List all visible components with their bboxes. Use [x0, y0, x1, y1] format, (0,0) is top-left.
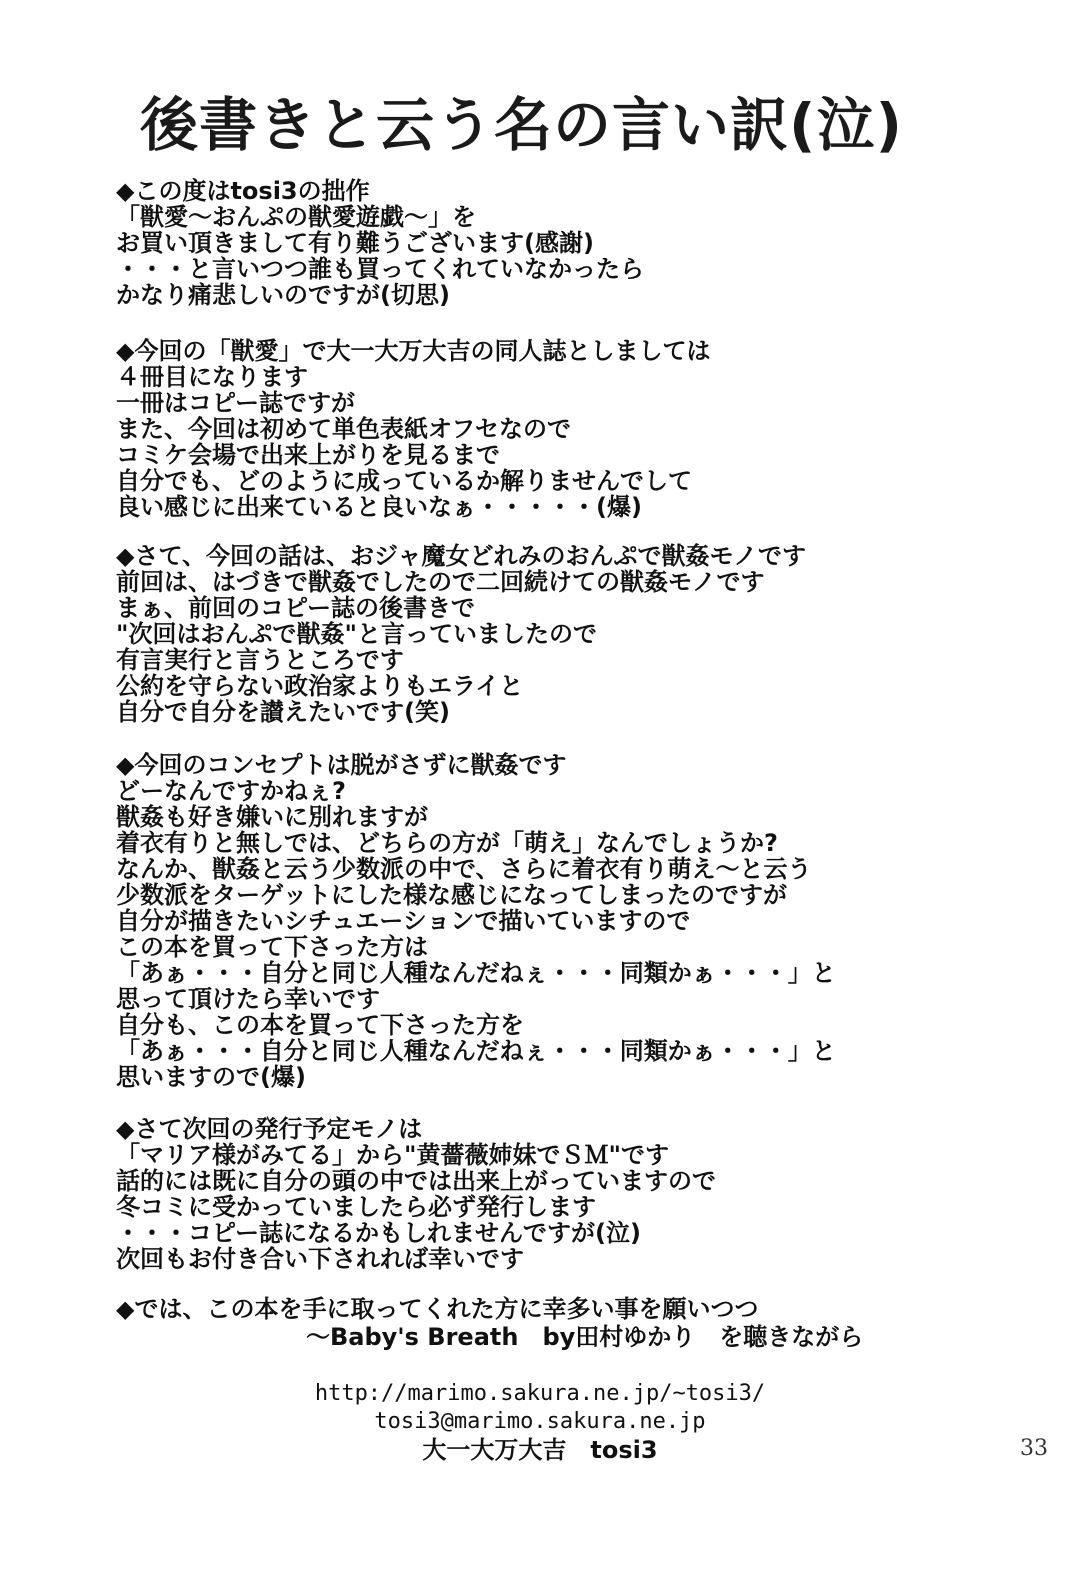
paragraph-line: ◆今回の「獣愛」で大一大万大吉の同人誌としましては	[116, 337, 711, 365]
paragraph-line: 自分でも、どのように成っているか解りませんでして	[116, 467, 692, 495]
paragraph-line: ４冊目になります	[116, 363, 308, 391]
paragraph-line: 着衣有りと無しでは、どちらの方が「萌え」なんでしょうか?	[116, 829, 778, 857]
paragraph-line: 良い感じに出来ていると良いなぁ・・・・・(爆)	[116, 493, 642, 521]
paragraph-line: ◆さて次回の発行予定モノは	[116, 1115, 423, 1143]
paragraph-line: ◆では、この本を手に取ってくれた方に幸多い事を願いつつ	[116, 1295, 759, 1323]
footer	[0, 1380, 1080, 1464]
paragraph-line: お買い頂きまして有り難うございます(感謝)	[116, 229, 594, 257]
paragraph-line: まぁ、前回のコピー誌の後書きで	[116, 594, 476, 622]
paragraph-line: ◆今回のコンセプトは脱がさずに獣姦です	[116, 751, 567, 779]
paragraph-line: この本を買って下さった方は	[116, 933, 428, 961]
afterword-paragraph	[116, 178, 976, 308]
afterword-paragraph	[116, 752, 976, 1090]
paragraph-line: 冬コミに受かっていましたら必ず発行します	[116, 1193, 596, 1221]
paragraph-line: ◆さて、今回の話は、おジャ魔女どれみのおんぷで獣姦モノです	[116, 542, 806, 570]
afterword-paragraph	[116, 1116, 976, 1272]
paragraph-line: 少数派をターゲットにした様な感じになってしまったのですが	[116, 881, 788, 909]
footer-url: http://marimo.sakura.ne.jp/~tosi3/	[314, 1381, 766, 1406]
paragraph-line: ・・・コピー誌になるかもしれませんですが(泣)	[116, 1219, 641, 1247]
page-title: 後書きと云う名の言い訳(泣)	[140, 91, 904, 159]
paragraph-line: 思って頂けたら幸いです	[116, 985, 380, 1013]
paragraph-line: 一冊はコピー誌ですが	[116, 389, 356, 417]
paragraph-line: 自分で自分を讃えたいです(笑)	[116, 698, 450, 726]
paragraph-line: 自分も、この本を買って下さった方を	[116, 1011, 524, 1039]
paragraph-line: 話的には既に自分の頭の中では出来上がっていますので	[116, 1167, 716, 1195]
paragraph-line: 次回もお付き合い下されれば幸いです	[116, 1245, 524, 1273]
paragraph-line: 「あぁ・・・自分と同じ人種なんだねぇ・・・同類かぁ・・・」と	[116, 959, 836, 987]
paragraph-line: コミケ会場で出来上がりを見るまで	[116, 441, 500, 469]
paragraph-line: 「マリア様がみてる」から"黄薔薇姉妹でＳＭ"です	[116, 1141, 670, 1169]
afterword-paragraph	[116, 543, 976, 725]
paragraph-line: 思いますので(爆)	[116, 1063, 306, 1091]
paragraph-line: 「あぁ・・・自分と同じ人種なんだねぇ・・・同類かぁ・・・」と	[116, 1037, 836, 1065]
paragraph-line: ・・・と言いつつ誰も買ってくれていなかったら	[116, 255, 644, 283]
paragraph-line: 前回は、はづきで獣姦でしたので二回続けての獣姦モノです	[116, 568, 765, 596]
footer-author: 大一大万大吉 tosi3	[422, 1436, 658, 1464]
afterword-paragraph	[116, 1296, 976, 1322]
paragraph-line: 「獣愛～おんぷの獣愛遊戯～」を	[116, 203, 476, 231]
paragraph-line: ◆この度はtosi3の拙作	[116, 177, 370, 205]
paragraph-line: "次回はおんぷで獣姦"と言っていましたので	[116, 620, 598, 648]
paragraph-line: どーなんですかねぇ?	[116, 777, 346, 805]
paragraph-line: 獣姦も好き嫌いに別れますが	[116, 803, 428, 831]
paragraph-line: また、今回は初めて単色表紙オフセなので	[116, 415, 572, 443]
afterword-paragraph	[116, 338, 976, 520]
paragraph-line: 有言実行と言うところです	[116, 646, 404, 674]
footer-email: tosi3@marimo.sakura.ne.jp	[374, 1409, 706, 1434]
paragraph-line: 自分が描きたいシチュエーションで描いていますので	[116, 907, 691, 935]
music-credit: ～Baby's Breath by田村ゆかり を聴きながら	[306, 1323, 864, 1351]
paragraph-line: なんか、獣姦と云う少数派の中で、さらに着衣有り萌え～と云う	[116, 855, 812, 883]
paragraph-line: かなり痛悲しいのですが(切思)	[116, 281, 450, 309]
paragraph-line: 公約を守らない政治家よりもエライと	[116, 672, 524, 700]
page-number: 33	[1020, 1436, 1048, 1461]
